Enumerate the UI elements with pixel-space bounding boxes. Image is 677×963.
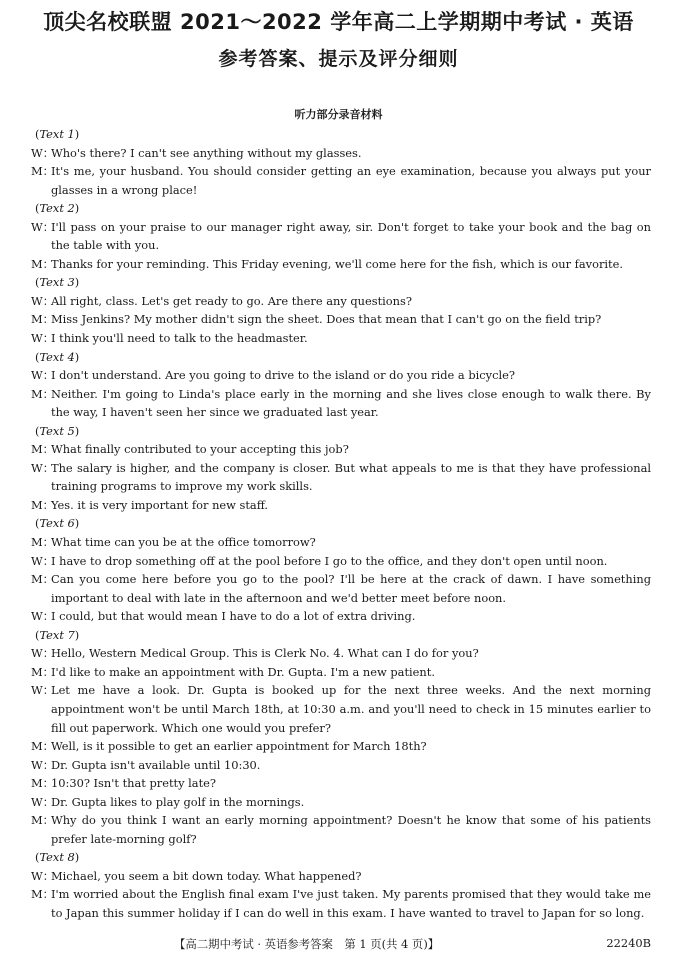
utterance-text: Yes. it is very important for new staff. — [51, 497, 269, 512]
speaker-label: W： — [31, 757, 55, 772]
dialogue-turn — [31, 292, 651, 311]
utterance-text: All right, class. Let's get ready to go. Are there any questions? — [51, 293, 412, 308]
utterance-text: I have to drop something off at the pool before I go to the office, and they don't open until noon. — [51, 553, 608, 568]
utterance-text: Dr. Gupta isn't available until 10:30. — [51, 757, 261, 772]
speaker-label: M： — [31, 535, 55, 550]
text-label-close-paren: ) — [74, 127, 80, 141]
dialogue-turn — [31, 533, 651, 552]
utterance-text: Michael, you seem a bit down today. What happened? — [51, 868, 362, 883]
text-label — [31, 848, 651, 867]
utterance-text: I'll pass on your praise to our manager right away, sir. Don't forget to take your book and the bag on the table with you. — [51, 219, 651, 253]
utterance-text: Dr. Gupta likes to play golf in the mornings. — [51, 794, 305, 809]
dialogue-turn — [31, 663, 651, 682]
speaker-label: M： — [31, 386, 55, 401]
speaker-label: W： — [31, 683, 55, 698]
text-label-close-paren: ) — [74, 516, 80, 531]
text-label — [31, 125, 651, 144]
speaker-label: M： — [31, 497, 55, 512]
text-label-open-paren: ( — [35, 275, 40, 290]
speaker-label: W： — [31, 868, 55, 883]
utterance-text: I could, but that would mean I have to do a lot of extra driving. — [51, 609, 416, 624]
speaker-label: M： — [31, 312, 55, 327]
utterance-text: Can you come here before you go to the pool? I'll be here at the crack of dawn. I have something important to deal with late in the afternoon and we'd better meet before noon. — [51, 572, 651, 605]
dialogue-turn — [31, 459, 651, 496]
dialogue-turn — [31, 366, 651, 385]
utterance-text: Well, is it possible to get an earlier appointment for March 18th? — [51, 739, 427, 754]
speaker-label: M： — [31, 442, 55, 457]
dialogue-turn — [31, 385, 651, 422]
dialogue-turn — [31, 774, 651, 793]
text-label — [31, 348, 651, 367]
dialogue-turn — [31, 811, 651, 848]
utterance-text: Thanks for your reminding. This Friday evening, we'll come here for the fish, which is our favorite. — [51, 256, 623, 271]
text-label-name: Text 7 — [39, 627, 75, 642]
listening-transcript — [31, 125, 651, 923]
footer-page-info: 【高二期中考试 · 英语参考答案 第 1 页(共 4 页)】 — [174, 937, 440, 951]
utterance-text: Why do you think I want an early morning appointment? Doesn't he know that some of his patients prefer late-morning golf? — [51, 813, 651, 846]
speaker-label: M： — [31, 664, 55, 679]
speaker-label: W： — [31, 646, 55, 661]
text-label — [31, 199, 651, 218]
speaker-label: M： — [31, 256, 55, 271]
text-label-close-paren: ) — [74, 201, 80, 216]
text-label-name: Text 5 — [39, 423, 75, 438]
utterance-text: Who's there? I can't see anything without my glasses. — [51, 145, 362, 160]
text-label-name: Text 1 — [39, 127, 75, 141]
utterance-text: Hello, Western Medical Group. This is Clerk No. 4. What can I do for you? — [51, 646, 479, 661]
utterance-text: What time can you be at the office tomorrow? — [51, 535, 316, 550]
utterance-text: Miss Jenkins? My mother didn't sign the sheet. Does that mean that I can't go on the field trip? — [51, 312, 602, 327]
text-label-name: Text 3 — [39, 275, 75, 290]
dialogue-turn — [31, 737, 651, 756]
speaker-label: W： — [31, 794, 55, 809]
dialogue-turn — [31, 144, 651, 163]
text-label-name: Text 4 — [39, 349, 75, 364]
text-label-close-paren: ) — [74, 423, 80, 438]
speaker-label: W： — [31, 219, 55, 234]
dialogue-turn — [31, 162, 651, 199]
text-label-close-paren: ) — [74, 349, 80, 364]
text-label-name: Text 8 — [39, 850, 75, 865]
text-label-name: Text 2 — [39, 201, 75, 216]
text-label-close-paren: ) — [74, 850, 80, 865]
dialogue-turn — [31, 440, 651, 459]
speaker-label: M： — [31, 813, 55, 828]
dialogue-turn — [31, 255, 651, 274]
dialogue-turn — [31, 644, 651, 663]
text-label-name: Text 6 — [39, 516, 75, 531]
speaker-label: W： — [31, 609, 55, 624]
text-label — [31, 273, 651, 292]
text-label — [31, 422, 651, 441]
text-label-close-paren: ) — [74, 275, 80, 290]
utterance-text: I'd like to make an appointment with Dr. Gupta. I'm a new patient. — [51, 664, 435, 679]
dialogue-turn — [31, 756, 651, 775]
dialogue-turn — [31, 329, 651, 348]
text-label-open-paren: ( — [35, 627, 40, 642]
dialogue-turn — [31, 885, 651, 922]
speaker-label: M： — [31, 164, 55, 179]
speaker-label: M： — [31, 887, 55, 902]
utterance-text: I think you'll need to talk to the headmaster. — [51, 331, 308, 346]
text-label-open-paren: ( — [35, 349, 40, 364]
utterance-text: Neither. I'm going to Linda's place early in the morning and she lives close enough to walk there. By the way, I haven't seen her since we graduated last year. — [51, 386, 651, 420]
footer-code: 22240B — [606, 936, 651, 950]
text-label-open-paren: ( — [35, 201, 40, 216]
speaker-label: W： — [31, 145, 55, 160]
utterance-text: It's me, your husband. You should consider getting an eye examination, because you always put your glasses in a wrong place! — [51, 164, 651, 197]
dialogue-turn — [31, 552, 651, 571]
speaker-label: W： — [31, 331, 55, 346]
dialogue-turn — [31, 496, 651, 515]
utterance-text: I don't understand. Are you going to drive to the island or do you ride a bicycle? — [51, 368, 515, 383]
dialogue-turn — [31, 218, 651, 255]
text-label — [31, 514, 651, 533]
utterance-text: The salary is higher, and the company is closer. But what appeals to me is that they have professional training programs to improve my work skills. — [51, 460, 651, 494]
utterance-text: What finally contributed to your accepting this job? — [51, 442, 349, 457]
text-label-open-paren: ( — [35, 850, 40, 865]
utterance-text: 10:30? Isn't that pretty late? — [51, 776, 217, 791]
text-label-open-paren: ( — [35, 516, 40, 531]
speaker-label: M： — [31, 572, 55, 587]
text-label — [31, 626, 651, 645]
text-label-close-paren: ) — [74, 627, 80, 642]
speaker-label: W： — [31, 368, 55, 383]
page-title: 顶尖名校联盟 2021～2022 学年高二上学期期中考试 · 英语 — [43, 10, 634, 34]
dialogue-turn — [31, 681, 651, 737]
utterance-text: Let me have a look. Dr. Gupta is booked up for the next three weeks. And the next morning appointment won't be until March 18th, at 10:30 a.m. and you'll need to check in 15 minutes earlier to fill out paperwork. Which one would you prefer? — [51, 683, 651, 735]
speaker-label: M： — [31, 776, 55, 791]
speaker-label: M： — [31, 739, 55, 754]
utterance-text: I'm worried about the English final exam I've just taken. My parents promised that they would take me to Japan this summer holiday if I can do well in this exam. I have wanted to travel to Japan for so long. — [51, 887, 651, 920]
dialogue-turn — [31, 570, 651, 607]
page-subtitle: 参考答案、提示及评分细则 — [218, 48, 459, 70]
dialogue-turn — [31, 867, 651, 886]
speaker-label: W： — [31, 460, 55, 475]
speaker-label: W： — [31, 553, 55, 568]
text-label-open-paren: ( — [35, 423, 40, 438]
speaker-label: W： — [31, 293, 55, 308]
section-title: 听力部分录音材料 — [294, 108, 383, 121]
dialogue-turn — [31, 310, 651, 329]
dialogue-turn — [31, 793, 651, 812]
text-label-open-paren: ( — [35, 127, 40, 141]
dialogue-turn — [31, 607, 651, 626]
